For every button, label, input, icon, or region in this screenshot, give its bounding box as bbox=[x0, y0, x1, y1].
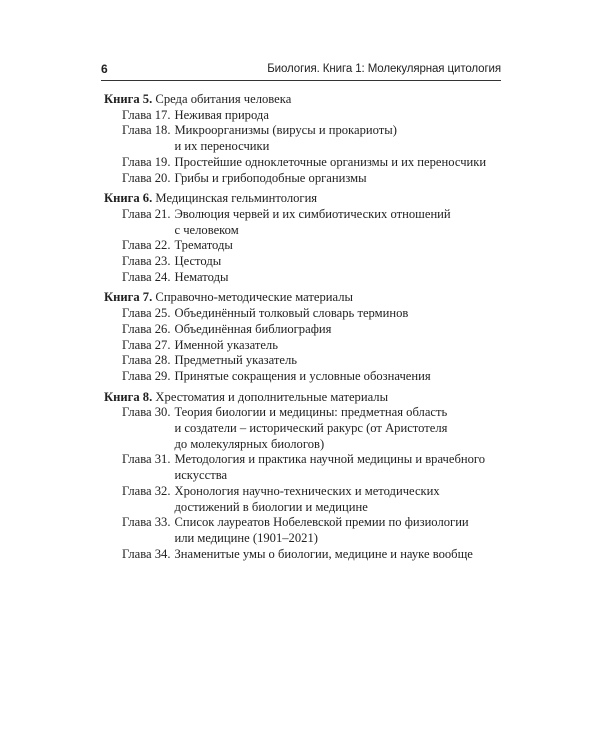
book-section bbox=[104, 290, 504, 384]
chapter-label: Глава 21. bbox=[122, 206, 171, 221]
chapter-entry bbox=[122, 338, 504, 354]
chapter-title: Трематоды bbox=[174, 238, 233, 253]
chapter-entry bbox=[122, 155, 504, 171]
chapter-label: Глава 27. bbox=[122, 337, 171, 352]
chapter-entry bbox=[122, 484, 504, 515]
chapter-title: Эволюция червей и их симбиотических отношений с человеком bbox=[174, 206, 451, 237]
chapter-title: Принятые сокращения и условные обозначения bbox=[174, 368, 431, 383]
chapter-label: Глава 24. bbox=[122, 269, 171, 284]
running-title: Биология. Книга 1: Молекулярная цитология bbox=[267, 63, 501, 75]
chapter-entry bbox=[122, 306, 504, 322]
chapter-entry bbox=[122, 171, 504, 187]
chapter-entry bbox=[122, 547, 504, 563]
chapter-label: Глава 30. bbox=[122, 405, 171, 420]
table-of-contents bbox=[104, 92, 504, 567]
book-title: Хрестоматия и дополнительные материалы bbox=[155, 389, 389, 404]
book-title: Медицинская гельминтология bbox=[155, 191, 318, 206]
chapter-entry bbox=[122, 108, 504, 124]
chapter-title: Хронология научно-технических и методических достижений в биологии и медицине bbox=[174, 483, 440, 514]
chapter-label: Глава 17. bbox=[122, 107, 171, 122]
chapter-entry bbox=[122, 254, 504, 270]
book-label: Книга 5. bbox=[104, 92, 153, 106]
page-header bbox=[101, 62, 501, 78]
book-title: Справочно-методические материалы bbox=[155, 290, 353, 305]
chapter-entry bbox=[122, 270, 504, 286]
chapter-label: Глава 33. bbox=[122, 515, 171, 530]
chapter-label: Глава 20. bbox=[122, 170, 171, 185]
chapter-title: Знаменитые умы о биологии, медицине и науке вообще bbox=[174, 546, 473, 561]
chapter-title: Теория биологии и медицины: предметная область и создатели – исторический ракурс (от Аристотеля до молекулярных биологов) bbox=[174, 405, 448, 451]
page-number: 6 bbox=[101, 62, 108, 76]
book-label: Книга 6. bbox=[104, 191, 153, 206]
chapter-label: Глава 32. bbox=[122, 483, 171, 498]
book-title: Среда обитания человека bbox=[155, 92, 292, 106]
header-rule bbox=[101, 80, 501, 81]
chapter-entry bbox=[122, 322, 504, 338]
chapter-title: Список лауреатов Нобелевской премии по физиологии или медицине (1901–2021) bbox=[174, 515, 469, 545]
chapter-title: Простейшие одноклеточные организмы и их переносчики bbox=[174, 154, 487, 169]
chapter-entry bbox=[122, 207, 504, 238]
chapter-entry bbox=[122, 123, 504, 154]
chapter-entry bbox=[122, 452, 504, 483]
chapter-label: Глава 26. bbox=[122, 321, 171, 336]
book-section bbox=[104, 191, 504, 285]
chapter-entry bbox=[122, 369, 504, 385]
chapter-title: Цестоды bbox=[174, 254, 222, 269]
chapter-title: Микроорганизмы (вирусы и прокариоты) и их переносчики bbox=[174, 123, 397, 154]
book-label: Книга 7. bbox=[104, 290, 153, 305]
chapter-entry bbox=[122, 405, 504, 452]
chapter-label: Глава 29. bbox=[122, 368, 171, 383]
chapter-title: Нематоды bbox=[174, 269, 229, 284]
chapter-label: Глава 34. bbox=[122, 546, 171, 561]
chapter-title: Объединённая библиография bbox=[174, 321, 332, 336]
chapter-label: Глава 23. bbox=[122, 254, 171, 269]
chapter-entry bbox=[122, 353, 504, 369]
chapter-label: Глава 22. bbox=[122, 238, 171, 253]
chapter-label: Глава 31. bbox=[122, 452, 171, 467]
chapter-title: Именной указатель bbox=[174, 337, 278, 352]
book-section bbox=[104, 390, 504, 563]
book-heading bbox=[104, 191, 504, 207]
chapter-label: Глава 28. bbox=[122, 353, 171, 368]
chapter-entry bbox=[122, 238, 504, 254]
book-label: Книга 8. bbox=[104, 389, 153, 404]
chapter-title: Предметный указатель bbox=[174, 353, 298, 368]
chapter-title: Неживая природа bbox=[174, 107, 269, 122]
chapter-title: Грибы и грибоподобные организмы bbox=[174, 170, 367, 185]
book-heading bbox=[104, 290, 504, 306]
book-heading bbox=[104, 92, 504, 108]
chapter-entry bbox=[122, 515, 504, 546]
book-section bbox=[104, 92, 504, 186]
chapter-title: Методология и практика научной медицины и врачебного искусства bbox=[174, 452, 486, 483]
chapter-label: Глава 19. bbox=[122, 154, 171, 169]
chapter-label: Глава 18. bbox=[122, 123, 171, 138]
book-heading bbox=[104, 390, 504, 406]
chapter-label: Глава 25. bbox=[122, 306, 171, 321]
chapter-title: Объединённый толковый словарь терминов bbox=[174, 306, 409, 321]
